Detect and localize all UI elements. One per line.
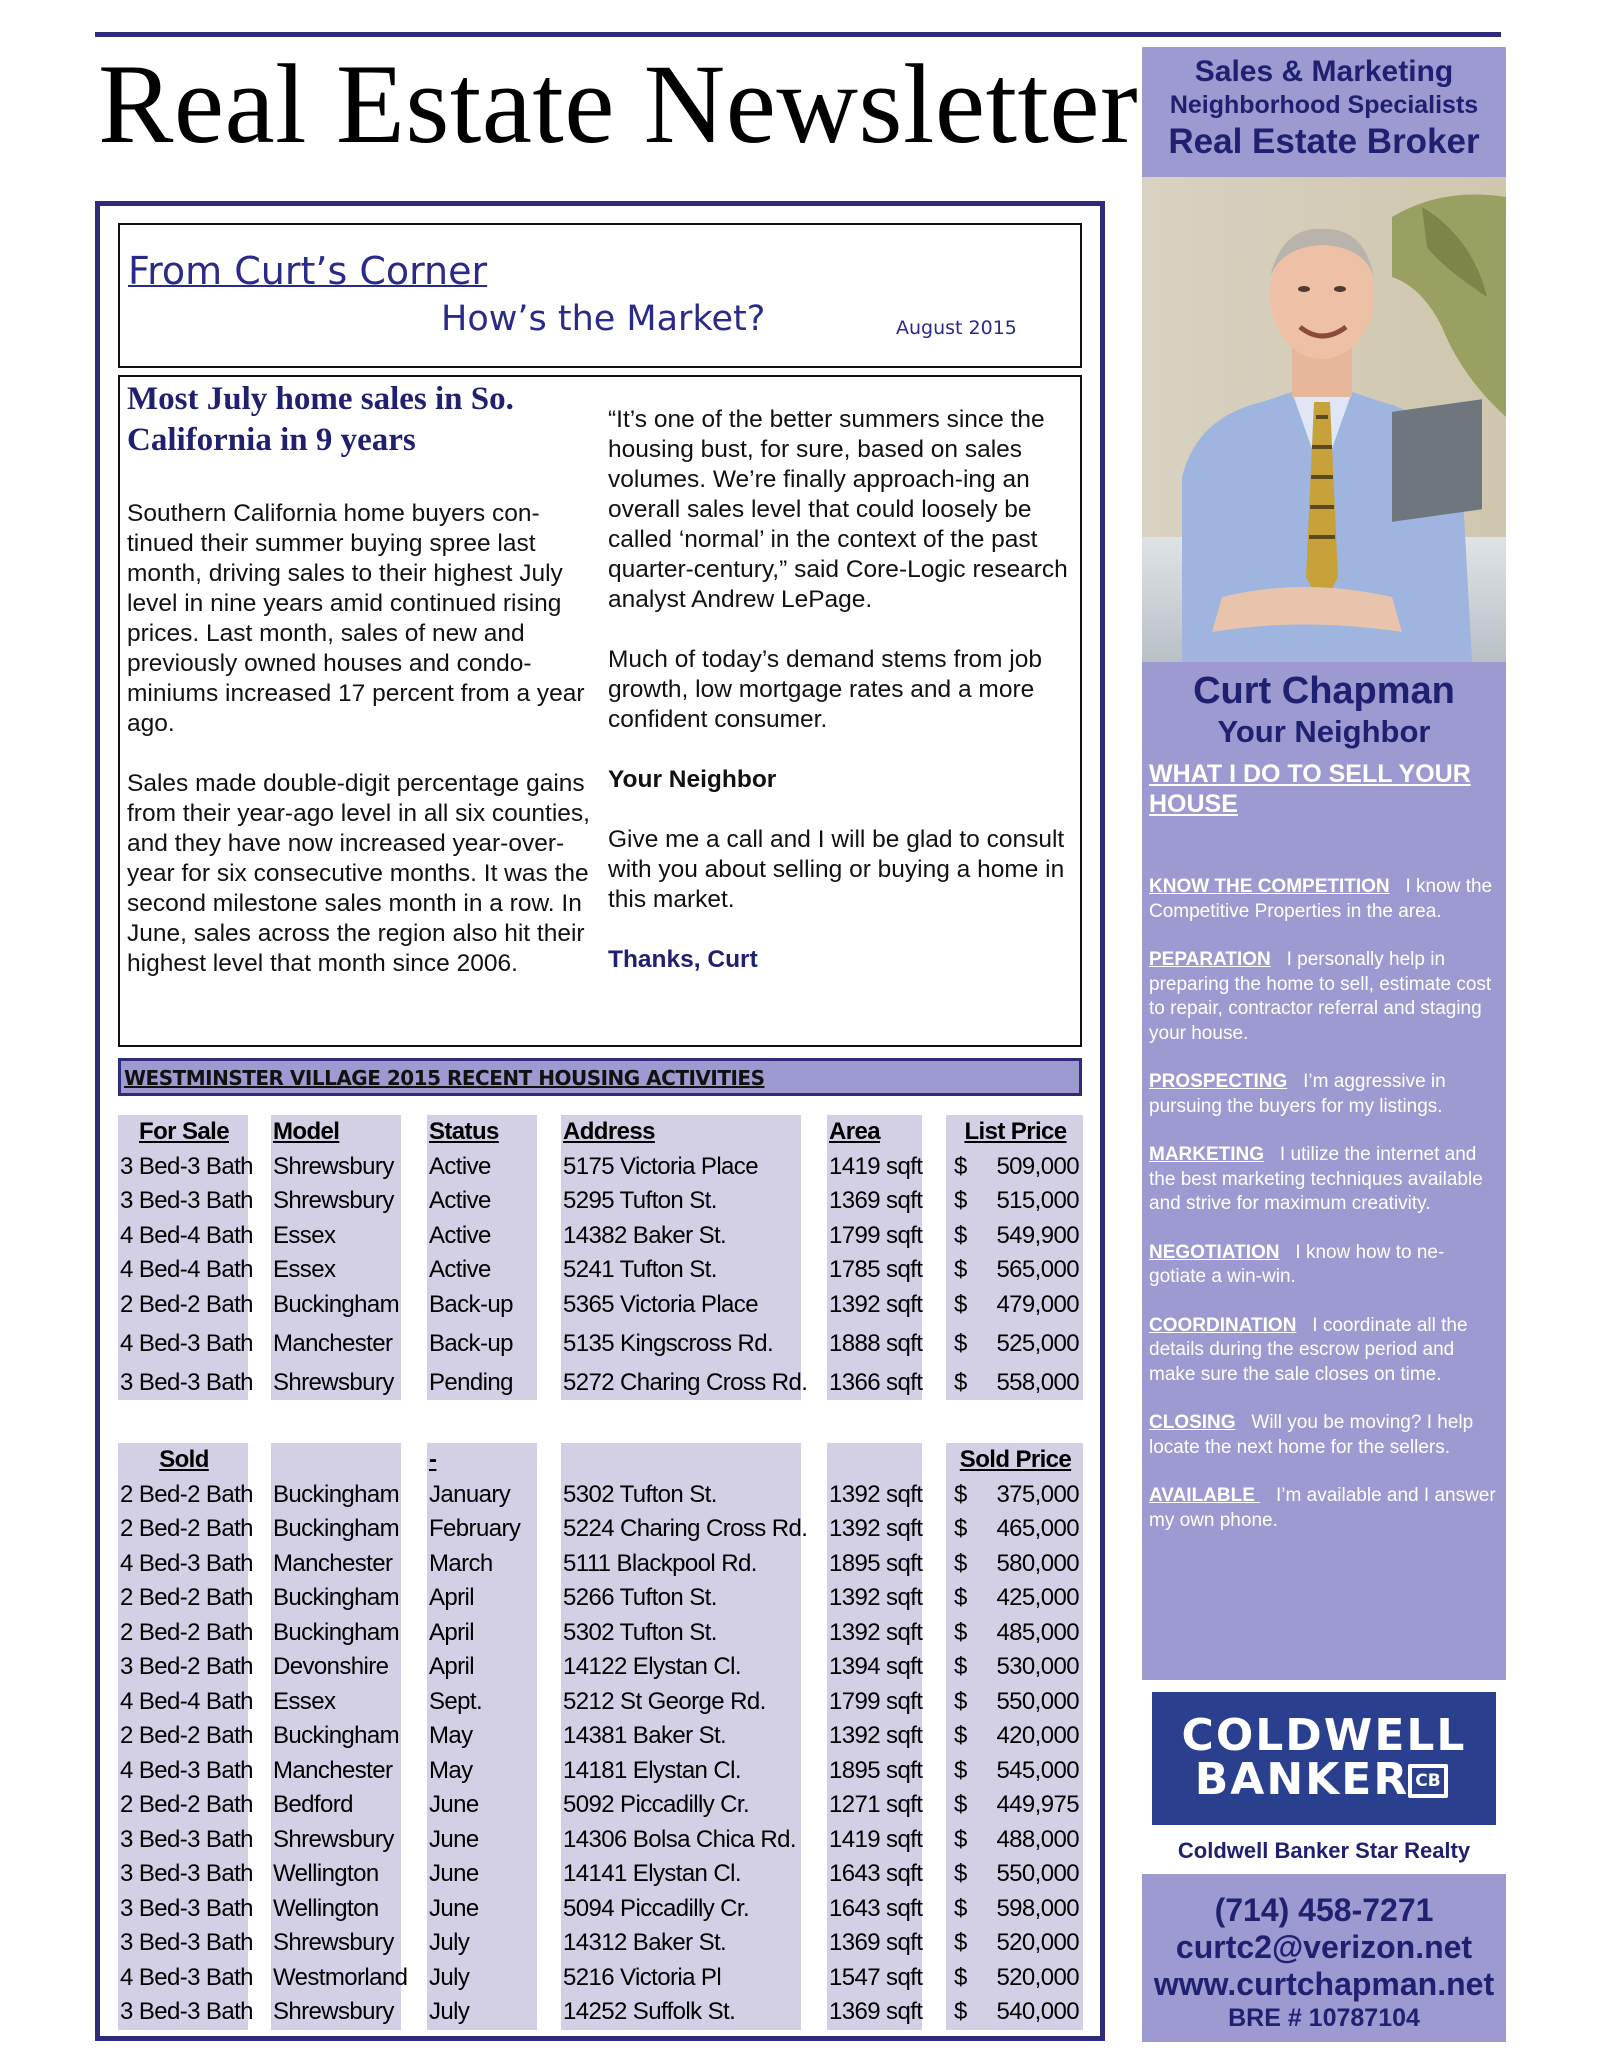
table-row	[118, 1581, 1083, 1616]
spacer	[1287, 1071, 1303, 1092]
service-item	[1149, 1314, 1499, 1388]
cb-mark-icon: CB	[1408, 1764, 1448, 1798]
table-cell: July	[427, 1926, 537, 1961]
service-item	[1149, 948, 1499, 1046]
table-cell: 14252 Suffolk St.	[561, 1995, 801, 2030]
table-row	[118, 1961, 1083, 1996]
service-text: I know how to ne-gotiate a win-win.	[1149, 1241, 1445, 1287]
table-cell: Active	[427, 1184, 537, 1219]
table-cell: Buckingham	[271, 1512, 401, 1547]
table-cell: 4 Bed-4 Bath	[118, 1219, 248, 1254]
table-cell: Buckingham	[271, 1288, 401, 1327]
table-cell: 1271 sqft	[827, 1788, 922, 1823]
table-cell: Manchester	[271, 1327, 401, 1366]
table-cell: 1643 sqft	[827, 1857, 922, 1892]
column-header: -	[427, 1443, 537, 1478]
article-right-column	[608, 405, 1078, 1005]
table-cell: May	[427, 1754, 537, 1789]
price-value: 520,000	[996, 1929, 1079, 1956]
table-row	[118, 1650, 1083, 1685]
table-row	[118, 1788, 1083, 1823]
price-value: 580,000	[996, 1549, 1079, 1577]
table-cell: Wellington	[271, 1892, 401, 1927]
price-cell	[946, 1892, 1083, 1927]
table-cell: 3 Bed-3 Bath	[118, 1995, 248, 2030]
table-row	[118, 1366, 1083, 1401]
table-cell: June	[427, 1788, 537, 1823]
service-text: Will you be moving? I help locate the next home for the sellers.	[1149, 1412, 1474, 1458]
price-value: 485,000	[996, 1618, 1079, 1646]
price-cell	[946, 1327, 1083, 1366]
table-cell: April	[427, 1616, 537, 1651]
price-value: 558,000	[996, 1368, 1079, 1396]
table-cell: Pending	[427, 1366, 537, 1401]
price-value: 449,975	[996, 1791, 1079, 1818]
table-cell: July	[427, 1961, 537, 1996]
table-cell: 14181 Elystan Cl.	[561, 1754, 801, 1789]
price-cell	[946, 1184, 1083, 1219]
table-header-row	[118, 1443, 1083, 1478]
price-cell	[946, 1150, 1083, 1185]
price-cell	[946, 1823, 1083, 1858]
column-header: List Price	[946, 1115, 1083, 1150]
price-cell	[946, 1547, 1083, 1582]
table-cell: Bedford	[271, 1788, 401, 1823]
table-cell: 1643 sqft	[827, 1892, 922, 1927]
price-value: 465,000	[996, 1515, 1079, 1542]
currency-symbol: $	[954, 1963, 967, 1991]
table-cell: 14312 Baker St.	[561, 1926, 801, 1961]
table-row	[118, 1926, 1083, 1961]
price-value: 550,000	[996, 1860, 1079, 1887]
table-cell: 3 Bed-2 Bath	[118, 1650, 248, 1685]
table-cell: 3 Bed-3 Bath	[118, 1366, 248, 1401]
article-paragraph: Much of today’s demand stems from job growth, low mortgage rates and a more confident consumer.	[608, 646, 1042, 733]
housing-activity-title: WESTMINSTER VILLAGE 2015 RECENT HOUSING ACTIVITIES	[124, 1066, 765, 1090]
table-cell: 5266 Tufton St.	[561, 1581, 801, 1616]
currency-symbol: $	[954, 1152, 967, 1180]
housing-activity-banner	[118, 1058, 1082, 1096]
price-value: 525,000	[996, 1329, 1079, 1357]
newsletter-masthead: Real Estate Newsletter	[98, 42, 1139, 167]
price-value: 540,000	[996, 1998, 1079, 2025]
currency-symbol: $	[954, 1894, 967, 1922]
website-link[interactable]: www.curtchapman.net	[1153, 1966, 1495, 2002]
table-cell: 5092 Piccadilly Cr.	[561, 1788, 801, 1823]
table-cell: 1394 sqft	[827, 1650, 922, 1685]
service-item	[1149, 875, 1499, 924]
table-cell: 14306 Bolsa Chica Rd.	[561, 1823, 801, 1858]
spacer	[1296, 1315, 1312, 1336]
table-cell: 14122 Elystan Cl.	[561, 1650, 801, 1685]
table-cell: July	[427, 1995, 537, 2030]
column-header: Status	[427, 1115, 537, 1150]
table-cell: 2 Bed-2 Bath	[118, 1288, 248, 1327]
table-cell: 1369 sqft	[827, 1184, 922, 1219]
table-cell: March	[427, 1547, 537, 1582]
price-value: 545,000	[996, 1756, 1079, 1784]
table-cell: 5224 Charing Cross Rd.	[561, 1512, 801, 1547]
table-row	[118, 1685, 1083, 1720]
currency-symbol: $	[954, 1515, 967, 1542]
table-cell: Sept.	[427, 1685, 537, 1720]
price-cell	[946, 1719, 1083, 1754]
table-cell: 1366 sqft	[827, 1366, 922, 1401]
price-value: 550,000	[996, 1687, 1079, 1715]
price-value: 488,000	[996, 1825, 1079, 1853]
service-text: I’m aggressive in pursuing the buyers for my listings.	[1149, 1071, 1446, 1117]
service-item	[1149, 1070, 1499, 1119]
table-cell: Shrewsbury	[271, 1366, 401, 1401]
column-header: For Sale	[118, 1115, 248, 1150]
agent-photo	[1142, 177, 1506, 662]
price-cell	[946, 1219, 1083, 1254]
sidebar-tagline: Neighborhood Specialists	[1169, 91, 1479, 119]
agent-tagline: Your Neighbor	[1217, 714, 1431, 749]
price-cell	[946, 1253, 1083, 1288]
table-cell: 5295 Tufton St.	[561, 1184, 801, 1219]
table-cell: Back-up	[427, 1327, 537, 1366]
table-cell: 3 Bed-3 Bath	[118, 1184, 248, 1219]
article-paragraph: Southern California home buyers con-tinued their summer buying spree last month, driving sales to their highest July level in nine years amid continued rising prices. Last month, sales of new and previously owned houses and condo-miniums increased 17 percent from a year ago.	[127, 500, 585, 737]
table-cell: 4 Bed-3 Bath	[118, 1327, 248, 1366]
table-cell: 2 Bed-2 Bath	[118, 1719, 248, 1754]
column-header: Sold Price	[946, 1443, 1083, 1478]
column-header	[827, 1443, 922, 1478]
service-text: I coordinate all the details during the escrow period and make sure the sale closes on time.	[1149, 1314, 1468, 1385]
agent-sidebar	[1142, 47, 1506, 2042]
spacer	[1280, 1242, 1296, 1263]
price-cell	[946, 1995, 1083, 2030]
service-text: I utilize the internet and the best marketing techniques available and strive for maximum creativity.	[1149, 1144, 1483, 1214]
service-title: PROSPECTING	[1149, 1071, 1288, 1092]
service-title: MARKETING	[1149, 1144, 1265, 1165]
article-paragraph: Sales made double-digit percentage gains from their year-ago level in all six counties, and they have now increased year-over-year for six consecutive months. It was the second milestone sales month in a row. In June, sales across the region also hit their highest level that month since 2006.	[127, 770, 590, 977]
currency-symbol: $	[954, 1187, 967, 1214]
article-headline: Most July home sales in So. California in 9 years	[127, 381, 514, 458]
table-cell: Shrewsbury	[271, 1184, 401, 1219]
spacer	[1264, 1144, 1280, 1165]
table-row	[118, 1184, 1083, 1219]
email-address[interactable]: curtc2@verizon.net	[1175, 1929, 1473, 1965]
logo-line: COLDWELL	[1181, 1710, 1467, 1761]
table-cell: 4 Bed-3 Bath	[118, 1754, 248, 1789]
table-cell: 14382 Baker St.	[561, 1219, 801, 1254]
table-cell: June	[427, 1892, 537, 1927]
sidebar-title: Real Estate Broker	[1168, 122, 1480, 161]
price-value: 515,000	[996, 1187, 1079, 1214]
column-header: Sold	[118, 1443, 248, 1478]
table-row	[118, 1512, 1083, 1547]
table-cell: 5111 Blackpool Rd.	[561, 1547, 801, 1582]
service-title: AVAILABLE	[1149, 1485, 1261, 1506]
currency-symbol: $	[954, 1618, 967, 1646]
currency-symbol: $	[954, 1368, 967, 1396]
spacer	[1271, 949, 1287, 970]
price-cell	[946, 1616, 1083, 1651]
table-cell: 1369 sqft	[827, 1926, 922, 1961]
currency-symbol: $	[954, 1480, 967, 1508]
table-row	[118, 1219, 1083, 1254]
table-cell: 1392 sqft	[827, 1719, 922, 1754]
contact-block	[1142, 1892, 1506, 2034]
price-value: 520,000	[996, 1963, 1079, 1991]
price-value: 549,900	[996, 1221, 1079, 1249]
price-cell	[946, 1754, 1083, 1789]
price-cell	[946, 1288, 1083, 1327]
price-value: 598,000	[996, 1894, 1079, 1922]
table-cell: 1369 sqft	[827, 1995, 922, 2030]
table-cell: 1419 sqft	[827, 1150, 922, 1185]
table-cell: 1419 sqft	[827, 1823, 922, 1858]
table-cell: Active	[427, 1253, 537, 1288]
service-title: COORDINATION	[1149, 1314, 1297, 1336]
currency-symbol: $	[954, 1825, 967, 1853]
table-cell: Active	[427, 1219, 537, 1254]
price-cell	[946, 1478, 1083, 1513]
table-cell: 1392 sqft	[827, 1512, 922, 1547]
signoff: Thanks, Curt	[608, 946, 758, 973]
issue-date: August 2015	[896, 317, 1017, 339]
price-value: 509,000	[996, 1152, 1079, 1180]
table-row	[118, 1478, 1083, 1513]
table-cell: 5272 Charing Cross Rd.	[561, 1366, 801, 1401]
table-cell: 2 Bed-2 Bath	[118, 1478, 248, 1513]
table-cell: 3 Bed-3 Bath	[118, 1892, 248, 1927]
table-cell: June	[427, 1857, 537, 1892]
table-row	[118, 1754, 1083, 1789]
table-cell: Manchester	[271, 1547, 401, 1582]
column-header	[561, 1443, 801, 1478]
table-cell: 4 Bed-4 Bath	[118, 1253, 248, 1288]
column-header: Area	[827, 1115, 922, 1150]
table-cell: Essex	[271, 1685, 401, 1720]
currency-symbol: $	[954, 1929, 967, 1956]
currency-symbol: $	[954, 1653, 967, 1680]
price-value: 479,000	[996, 1290, 1079, 1318]
corner-header-box	[118, 223, 1082, 368]
service-text: I know the Competitive Properties in the area.	[1149, 876, 1493, 922]
table-cell: Buckingham	[271, 1719, 401, 1754]
column-header	[271, 1443, 401, 1478]
table-cell: January	[427, 1478, 537, 1513]
spacer	[1390, 876, 1406, 897]
table-cell: 1547 sqft	[827, 1961, 922, 1996]
table-cell: April	[427, 1650, 537, 1685]
table-row	[118, 1823, 1083, 1858]
price-cell	[946, 1650, 1083, 1685]
table-cell: 5365 Victoria Place	[561, 1288, 801, 1327]
column-header: Address	[561, 1115, 801, 1150]
table-cell: Westmorland	[271, 1961, 401, 1996]
currency-symbol: $	[954, 1329, 967, 1357]
currency-symbol: $	[954, 1290, 967, 1318]
currency-symbol: $	[954, 1791, 967, 1818]
table-row	[118, 1288, 1083, 1327]
service-title: CLOSING	[1149, 1412, 1236, 1433]
table-cell: 1799 sqft	[827, 1219, 922, 1254]
agent-name: Curt Chapman	[1193, 670, 1455, 712]
for-sale-table	[118, 1115, 1083, 1400]
table-cell: Essex	[271, 1253, 401, 1288]
table-cell: February	[427, 1512, 537, 1547]
price-value: 565,000	[996, 1256, 1079, 1283]
article-left-column	[127, 499, 597, 1009]
corner-subtitle: How’s the Market?	[441, 299, 766, 339]
service-item	[1149, 1484, 1499, 1533]
table-row	[118, 1547, 1083, 1582]
table-row	[118, 1892, 1083, 1927]
table-cell: Shrewsbury	[271, 1823, 401, 1858]
price-cell	[946, 1366, 1083, 1401]
service-title: NEGOTIATION	[1149, 1241, 1280, 1263]
coldwell-banker-logo	[1152, 1692, 1496, 1825]
brokerage-name: Coldwell Banker Star Realty	[1177, 1838, 1471, 1863]
service-item	[1149, 1143, 1499, 1217]
top-rule	[95, 32, 1501, 37]
table-cell: 5241 Tufton St.	[561, 1253, 801, 1288]
table-cell: 5175 Victoria Place	[561, 1150, 801, 1185]
service-item	[1149, 1241, 1499, 1290]
service-title: PEPARATION	[1149, 949, 1271, 970]
sold-table	[118, 1443, 1083, 2030]
table-cell: Buckingham	[271, 1616, 401, 1651]
currency-symbol: $	[954, 1998, 967, 2025]
price-cell	[946, 1926, 1083, 1961]
table-cell: 1392 sqft	[827, 1616, 922, 1651]
table-cell: Wellington	[271, 1857, 401, 1892]
price-cell	[946, 1857, 1083, 1892]
table-cell: Shrewsbury	[271, 1926, 401, 1961]
service-item	[1149, 1411, 1499, 1460]
table-cell: 5212 St George Rd.	[561, 1685, 801, 1720]
table-header-row	[118, 1115, 1083, 1150]
table-cell: 1392 sqft	[827, 1478, 922, 1513]
table-cell: 1799 sqft	[827, 1685, 922, 1720]
table-cell: 1895 sqft	[827, 1547, 922, 1582]
table-cell: April	[427, 1581, 537, 1616]
table-row	[118, 1616, 1083, 1651]
price-value: 425,000	[996, 1584, 1079, 1611]
table-row	[118, 1719, 1083, 1754]
currency-symbol: $	[954, 1549, 967, 1577]
table-cell: 5302 Tufton St.	[561, 1478, 801, 1513]
table-cell: 3 Bed-3 Bath	[118, 1926, 248, 1961]
table-cell: 1785 sqft	[827, 1253, 922, 1288]
services-heading: WHAT I DO TO SELL YOUR HOUSE	[1149, 760, 1471, 818]
brokerage-panel	[1142, 1680, 1506, 1874]
table-cell: Buckingham	[271, 1478, 401, 1513]
table-cell: May	[427, 1719, 537, 1754]
table-cell: 3 Bed-3 Bath	[118, 1857, 248, 1892]
table-cell: Manchester	[271, 1754, 401, 1789]
price-cell	[946, 1961, 1083, 1996]
table-cell: 14141 Elystan Cl.	[561, 1857, 801, 1892]
service-text: I personally help in preparing the home to sell, estimate cost to repair, contractor referral and staging your house.	[1149, 949, 1492, 1044]
table-cell: Buckingham	[271, 1581, 401, 1616]
table-row	[118, 1150, 1083, 1185]
table-cell: Shrewsbury	[271, 1995, 401, 2030]
table-cell: Shrewsbury	[271, 1150, 401, 1185]
table-cell: 1392 sqft	[827, 1288, 922, 1327]
neighbor-text: Give me a call and I will be glad to consult with you about selling or buying a home in this market.	[608, 826, 1065, 913]
table-cell: 14381 Baker St.	[561, 1719, 801, 1754]
currency-symbol: $	[954, 1584, 967, 1611]
table-cell: 4 Bed-4 Bath	[118, 1685, 248, 1720]
table-cell: 5094 Piccadilly Cr.	[561, 1892, 801, 1927]
column-header: Model	[271, 1115, 401, 1150]
currency-symbol: $	[954, 1687, 967, 1715]
table-cell: 4 Bed-3 Bath	[118, 1961, 248, 1996]
table-row	[118, 1857, 1083, 1892]
table-cell: 1392 sqft	[827, 1581, 922, 1616]
table-row	[118, 1253, 1083, 1288]
spacer	[1260, 1485, 1276, 1506]
article-box	[118, 375, 1082, 1047]
currency-symbol: $	[954, 1756, 967, 1784]
spacer	[1236, 1412, 1252, 1433]
table-row	[118, 1327, 1083, 1366]
price-cell	[946, 1788, 1083, 1823]
table-cell: Devonshire	[271, 1650, 401, 1685]
currency-symbol: $	[954, 1221, 967, 1249]
service-text: I’m available and I answer my own phone.	[1149, 1485, 1496, 1531]
license-number: BRE # 10787104	[1228, 2004, 1420, 2032]
price-value: 420,000	[996, 1722, 1079, 1749]
table-cell: 1888 sqft	[827, 1327, 922, 1366]
table-cell: 1895 sqft	[827, 1754, 922, 1789]
sidebar-header	[1142, 47, 1506, 162]
table-cell: June	[427, 1823, 537, 1858]
price-value: 530,000	[996, 1653, 1079, 1680]
neighbor-heading: Your Neighbor	[608, 766, 777, 793]
price-cell	[946, 1581, 1083, 1616]
table-cell: 3 Bed-3 Bath	[118, 1823, 248, 1858]
currency-symbol: $	[954, 1256, 967, 1283]
table-cell: 2 Bed-2 Bath	[118, 1788, 248, 1823]
table-cell: 4 Bed-3 Bath	[118, 1547, 248, 1582]
table-cell: Essex	[271, 1219, 401, 1254]
table-cell: 2 Bed-2 Bath	[118, 1512, 248, 1547]
sidebar-tagline: Sales & Marketing	[1194, 55, 1454, 88]
price-cell	[946, 1685, 1083, 1720]
price-cell	[946, 1512, 1083, 1547]
logo-line: BANKER	[1194, 1754, 1410, 1805]
corner-title: From Curt’s Corner	[128, 249, 488, 293]
currency-symbol: $	[954, 1722, 967, 1749]
table-cell: Back-up	[427, 1288, 537, 1327]
currency-symbol: $	[954, 1860, 967, 1887]
table-cell: 5216 Victoria Pl	[561, 1961, 801, 1996]
price-value: 375,000	[996, 1480, 1079, 1508]
table-cell: Active	[427, 1150, 537, 1185]
services-list	[1149, 875, 1499, 1557]
table-row	[118, 1995, 1083, 2030]
table-cell: 2 Bed-2 Bath	[118, 1616, 248, 1651]
table-cell: 3 Bed-3 Bath	[118, 1150, 248, 1185]
table-cell: 2 Bed-2 Bath	[118, 1581, 248, 1616]
article-quote: “It’s one of the better summers since the housing bust, for sure, based on sales volumes. We’re finally approach-ing an overall sales level that could loosely be called ‘normal’ in the context of the past quarter-century,” said Core-Logic research analyst Andrew LePage.	[608, 406, 1068, 613]
phone-number[interactable]: (714) 458-7271	[1214, 1892, 1434, 1928]
table-cell: 5135 Kingscross Rd.	[561, 1327, 801, 1366]
service-title: KNOW THE COMPETITION	[1149, 876, 1390, 897]
table-cell: 5302 Tufton St.	[561, 1616, 801, 1651]
